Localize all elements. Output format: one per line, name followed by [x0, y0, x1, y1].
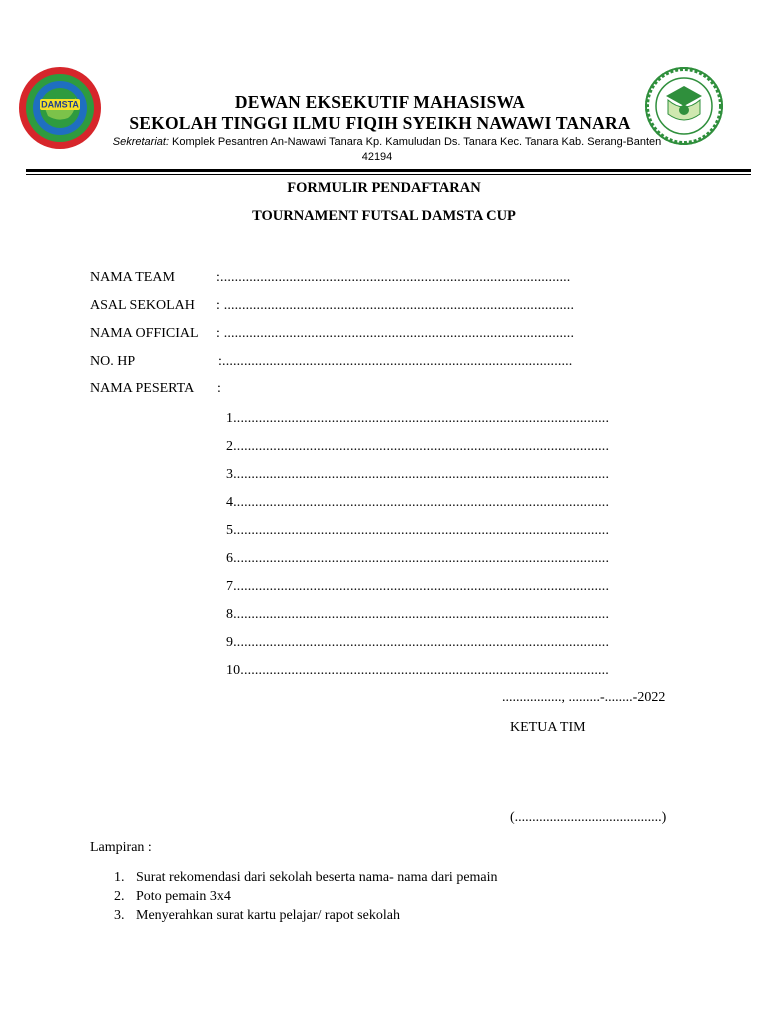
participant-line: 8.......................................................................................................	[226, 607, 610, 622]
damsta-logo	[18, 66, 102, 150]
field-participants-colon: :	[217, 381, 222, 396]
org-name-line2: SEKOLAH TINGGI ILMU FIQIH SYEIKH NAWAWI TANARA	[129, 113, 631, 133]
field-official-blank: : ................................................................................................	[216, 326, 575, 341]
attachment-item	[114, 889, 231, 905]
attachment-text: Menyerahkan surat kartu pelajar/ rapot sekolah	[136, 908, 400, 923]
participant-line: 7.......................................................................................................	[226, 579, 610, 594]
field-official-label: NAMA OFFICIAL	[90, 326, 199, 341]
attachment-number: 2.	[114, 889, 125, 904]
field-school-label: ASAL SEKOLAH	[90, 298, 195, 313]
attachment-number: 3.	[114, 908, 125, 923]
field-participants-label: NAMA PESERTA	[90, 381, 195, 396]
address-label: Sekretariat:	[112, 136, 169, 148]
participant-line: 9.......................................................................................................	[226, 635, 610, 650]
attachment-text: Poto pemain 3x4	[136, 889, 231, 904]
org-name-line1: DEWAN EKSEKUTIF MAHASISWA	[234, 92, 526, 112]
participant-line: 1.......................................................................................................	[226, 411, 610, 426]
attachment-number: 1.	[114, 870, 125, 885]
signature-name-line: (..........................................)	[510, 810, 667, 825]
attachment-item	[114, 908, 400, 924]
field-phone-label: NO. HP	[90, 354, 136, 369]
field-team-name-blank: :................................................................................................	[216, 270, 571, 285]
attachment-item	[114, 870, 498, 886]
signature-date: ................., .........-........-2022	[502, 690, 666, 705]
participant-line: 5.......................................................................................................	[226, 523, 610, 538]
header-divider-thin	[26, 174, 751, 175]
form-title: FORMULIR PENDAFTARAN	[287, 180, 481, 196]
field-phone-blank: :................................................................................................	[218, 354, 573, 369]
field-school-blank: : ................................................................................................	[216, 298, 575, 313]
participant-line: 3.......................................................................................................	[226, 467, 610, 482]
participant-line: 10.....................................................................................................	[226, 663, 609, 678]
signature-role: KETUA TIM	[510, 720, 586, 735]
address-text: Komplek Pesantren An-Nawawi Tanara Kp. Kamuludan Ds. Tanara Kec. Tanara Kab. Serang-Banten	[169, 136, 662, 148]
address-line	[92, 136, 682, 148]
damsta-logo-text: DAMSTA	[41, 99, 79, 110]
participant-line: 6.......................................................................................................	[226, 551, 610, 566]
header-divider-thick	[26, 169, 751, 172]
field-team-name-label: NAMA TEAM	[90, 270, 175, 285]
attachment-text: Surat rekomendasi dari sekolah beserta nama- nama dari pemain	[136, 870, 498, 885]
form-subtitle: TOURNAMENT FUTSAL DAMSTA CUP	[252, 208, 516, 224]
attachments-heading: Lampiran :	[90, 840, 152, 855]
campus-logo	[644, 66, 724, 146]
participant-line: 2.......................................................................................................	[226, 439, 610, 454]
participant-line: 4.......................................................................................................	[226, 495, 610, 510]
postal-code: 42194	[361, 151, 393, 163]
